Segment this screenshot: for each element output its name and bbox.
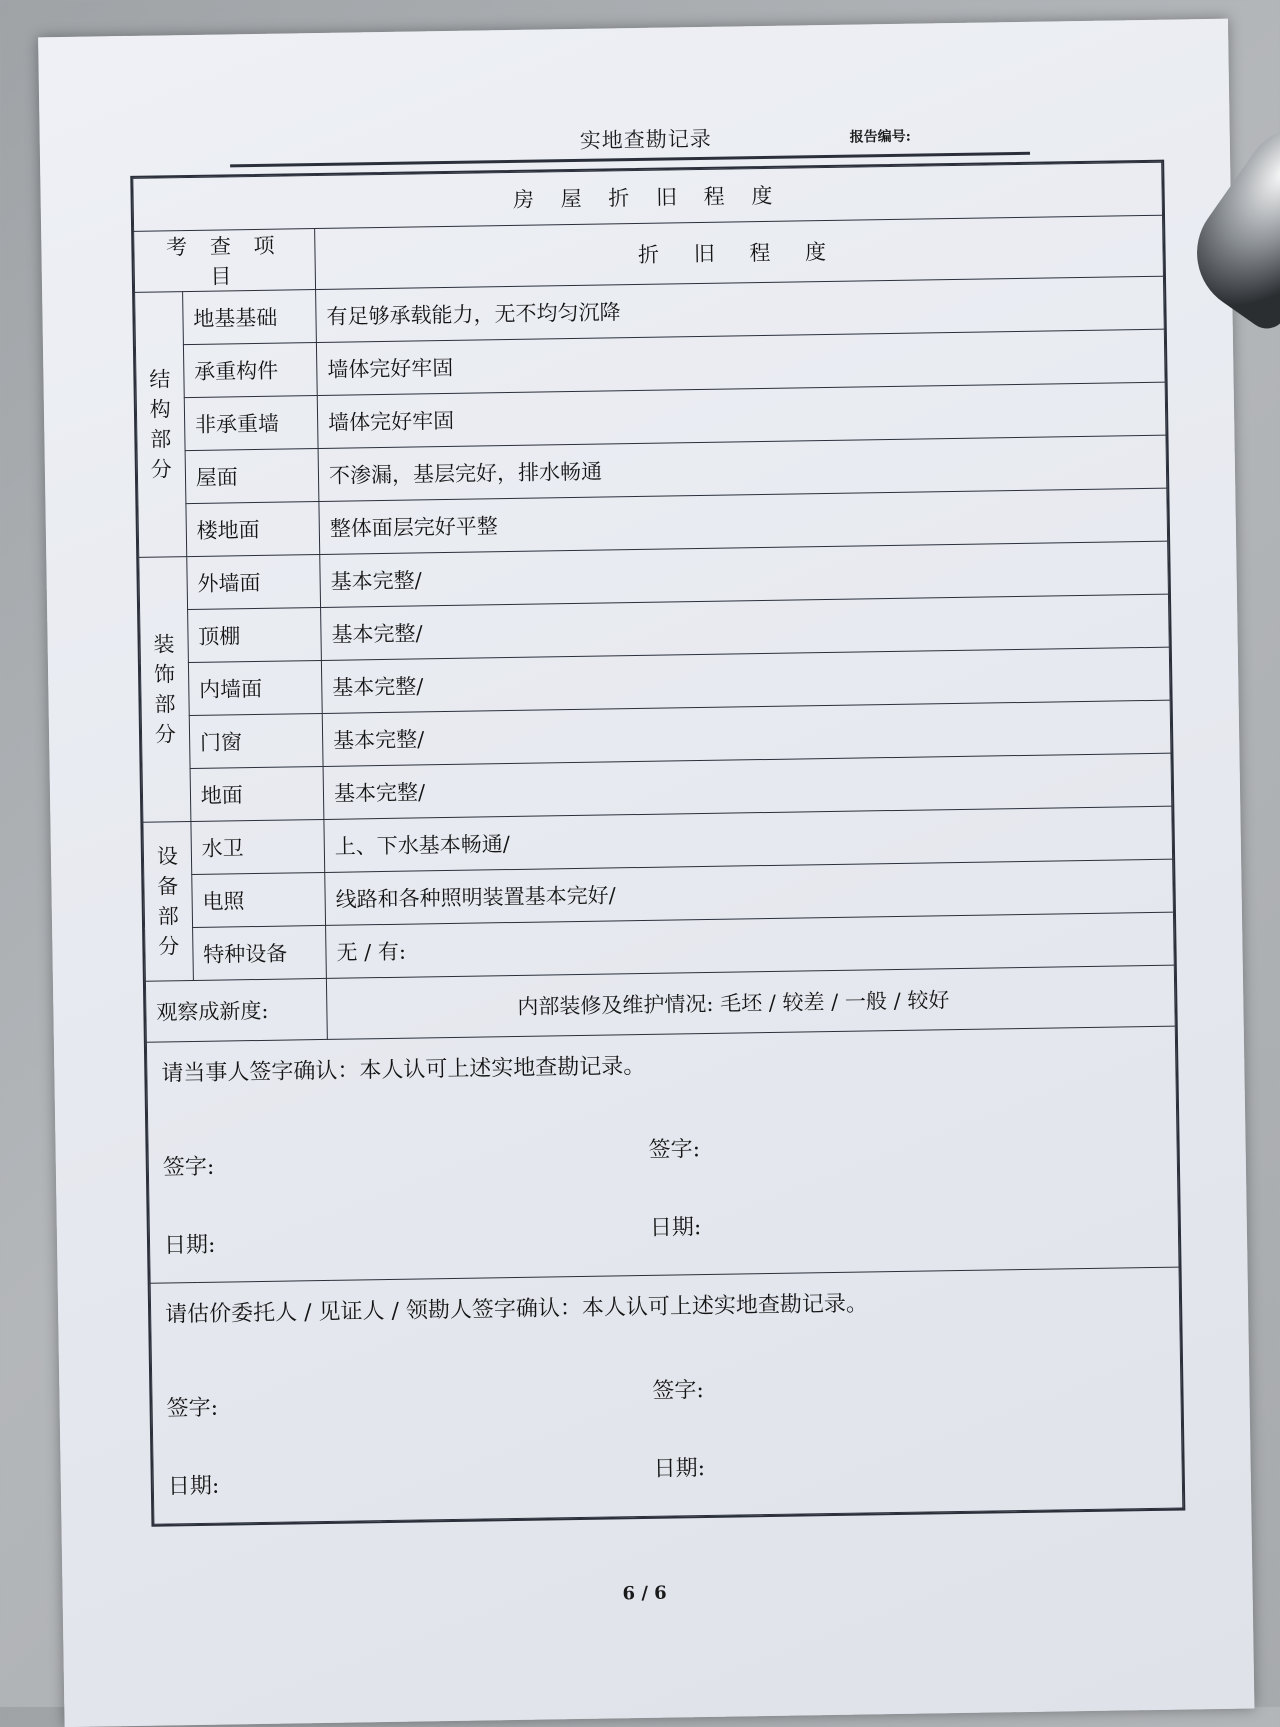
row-value: 基本完整/ <box>322 700 1171 766</box>
document-title: 实地查勘记录 <box>579 126 712 153</box>
report-number-label: 报告编号: <box>849 128 912 146</box>
interior-condition-label: 内部装修及维护情况: 毛坯 / 较差 / 一般 / 较好 <box>326 965 1175 1039</box>
row-value: 基本完整/ <box>321 647 1170 713</box>
row-value: 基本完整/ <box>321 594 1170 660</box>
row-label: 承重构件 <box>183 343 317 398</box>
party-confirm-text: 请当事人签字确认：本人认可上述实地查勘记录。 <box>161 1053 646 1087</box>
party-signature-block <box>146 1026 1179 1283</box>
row-label: 非承重墙 <box>184 396 318 451</box>
row-label: 地面 <box>190 766 324 821</box>
column-header-item: 考 查 项 目 <box>134 229 316 293</box>
row-value: 不渗漏，基层完好，排水畅通 <box>318 435 1167 501</box>
page-header <box>229 92 1030 153</box>
group-label-decoration: 装 饰 部 分 <box>139 557 191 823</box>
row-value: 基本完整/ <box>320 541 1169 607</box>
row-value: 线路和各种照明装置基本完好/ <box>325 859 1174 925</box>
row-value: 上、下水基本畅通/ <box>324 806 1173 872</box>
row-label: 顶棚 <box>187 607 321 662</box>
row-value: 有足够承载能力，无不均匀沉降 <box>316 276 1165 342</box>
client-signature-block <box>150 1267 1183 1524</box>
signature-label: 签字: <box>648 1137 701 1163</box>
survey-table <box>130 160 1185 1527</box>
signature-label: 签字: <box>166 1395 219 1422</box>
column-header-degree: 折 旧 程 度 <box>315 215 1164 289</box>
date-label: 日期: <box>649 1215 702 1241</box>
row-label: 电照 <box>192 872 326 927</box>
group-label-structure: 结 构 部 分 <box>135 292 187 558</box>
observe-label: 观察成新度: <box>145 978 327 1042</box>
row-value: 墙体完好牢固 <box>316 329 1165 395</box>
row-value: 整体面层完好平整 <box>319 488 1168 554</box>
client-confirm-text: 请估价委托人 / 见证人 / 领勘人签字确认：本人认可上述实地查勘记录。 <box>164 1291 869 1328</box>
row-label: 水卫 <box>191 819 325 874</box>
row-label: 地基基础 <box>182 290 316 345</box>
page-number: 6 / 6 <box>622 1582 667 1605</box>
row-value: 墙体完好牢固 <box>317 382 1166 448</box>
row-label: 外墙面 <box>187 554 321 609</box>
date-label: 日期: <box>163 1232 216 1259</box>
row-label: 屋面 <box>185 448 319 503</box>
section-title: 房 屋 折 旧 程 度 <box>133 162 1163 231</box>
row-value: 无 / 有: <box>326 912 1175 978</box>
row-label: 楼地面 <box>186 501 320 556</box>
row-value: 基本完整/ <box>323 753 1172 819</box>
row-label: 门窗 <box>189 713 323 768</box>
date-label: 日期: <box>653 1456 706 1482</box>
document-page <box>38 19 1254 1727</box>
group-label-equipment: 设 备 部 分 <box>143 822 193 982</box>
signature-label: 签字: <box>652 1378 705 1404</box>
date-label: 日期: <box>167 1473 220 1500</box>
signature-label: 签字: <box>162 1154 215 1181</box>
row-label: 特种设备 <box>192 925 326 980</box>
row-label: 内墙面 <box>188 660 322 715</box>
